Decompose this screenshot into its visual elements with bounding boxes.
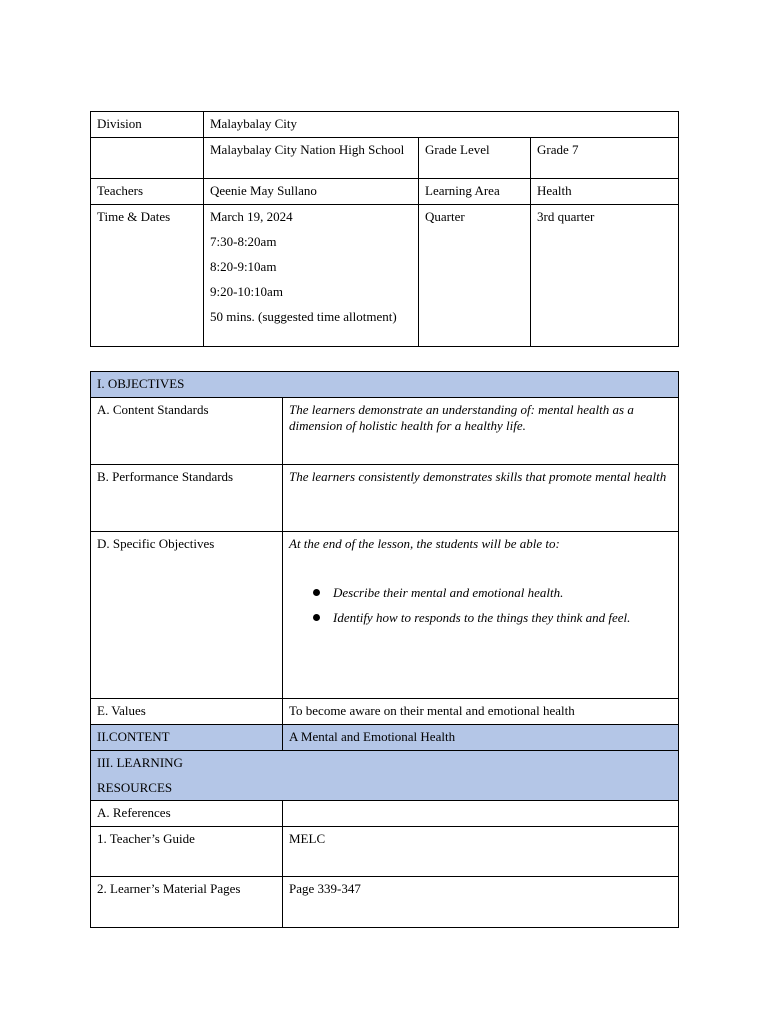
learning-area-label: Learning Area [419,179,531,205]
resources-header-line-2: RESOURCES [97,780,173,795]
specific-objectives-label: D. Specific Objectives [91,532,283,699]
learning-area-value: Health [531,179,679,205]
time-slot-1: 7:30-8:20am [210,234,277,249]
bullet-icon [313,614,320,621]
list-item [289,610,672,626]
time-dates-label: Time & Dates [91,205,204,347]
performance-standards-value: The learners consistently demonstrates skills that promote mental health [283,465,679,532]
grade-level-label: Grade Level [419,138,531,179]
list-item [289,585,672,601]
learning-resources-header [91,751,679,801]
content-standards-value: The learners demonstrate an understanding of: mental health as a dimension of holistic health for a healthy life. [283,398,679,465]
values-label: E. Values [91,699,283,725]
objectives-header: I. OBJECTIVES [91,372,679,398]
date-line: March 19, 2024 [210,209,293,224]
specific-objectives-intro: At the end of the lesson, the students will be able to: [289,536,560,551]
quarter-value: 3rd quarter [531,205,679,347]
school-name: Malaybalay City Nation High School [204,138,419,179]
teachers-value: Qeenie May Sullano [204,179,419,205]
teachers-guide-value: MELC [283,827,679,877]
grade-level-value: Grade 7 [531,138,679,179]
values-value: To become aware on their mental and emotional health [283,699,679,725]
objective-text: Describe their mental and emotional health. [333,585,564,600]
specific-objectives-list [289,585,672,626]
objective-text: Identify how to responds to the things they think and feel. [333,610,631,625]
specific-objectives-cell [283,532,679,699]
school-label-empty [91,138,204,179]
learners-material-label: 2. Learner’s Material Pages [91,877,283,928]
division-value: Malaybalay City [204,112,679,138]
performance-standards-label: B. Performance Standards [91,465,283,532]
content-standards-label: A. Content Standards [91,398,283,465]
lesson-plan-table [90,371,679,928]
content-header: II.CONTENT [91,725,283,751]
time-slot-2: 8:20-9:10am [210,259,277,274]
bullet-icon [313,589,320,596]
division-label: Division [91,112,204,138]
time-slot-3: 9:20-10:10am [210,284,283,299]
references-label: A. References [91,801,283,827]
learners-material-value: Page 339-347 [283,877,679,928]
time-dates-list [204,205,419,347]
quarter-label: Quarter [419,205,531,347]
references-value-empty [283,801,679,827]
teachers-label: Teachers [91,179,204,205]
lesson-info-table [90,111,679,347]
time-allotment: 50 mins. (suggested time allotment) [210,309,397,324]
content-value: A Mental and Emotional Health [283,725,679,751]
resources-header-line-1: III. LEARNING [97,755,183,770]
teachers-guide-label: 1. Teacher’s Guide [91,827,283,877]
